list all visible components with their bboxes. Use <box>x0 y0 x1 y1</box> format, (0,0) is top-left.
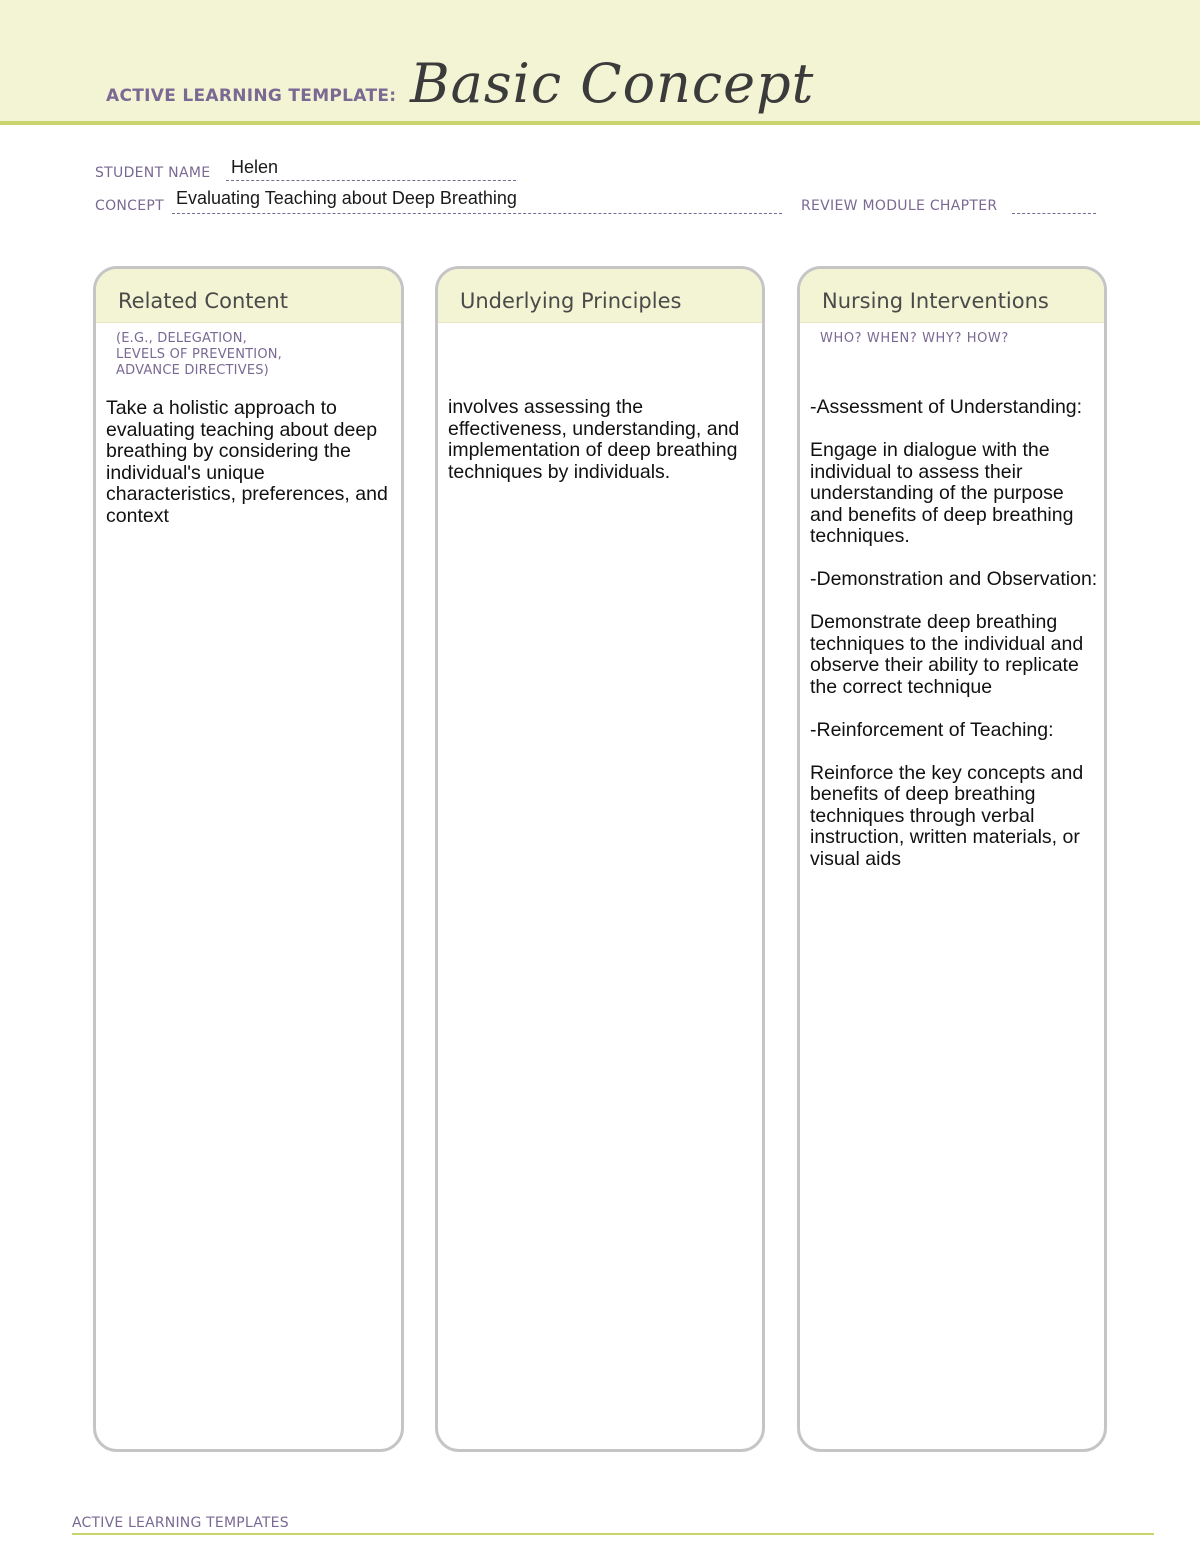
related-content-subtitle <box>116 331 282 379</box>
paragraph: Demonstrate deep breathing techniques to the individual and observe their ability to replicate the correct technique <box>810 611 1084 698</box>
concept-label: CONCEPT <box>95 198 164 214</box>
paragraph: -Assessment of Understanding: <box>810 396 1083 418</box>
subtitle-line: WHO? WHEN? WHY? HOW? <box>820 331 1009 346</box>
concept-line <box>172 213 782 214</box>
footer-divider <box>72 1533 1154 1535</box>
subtitle-line: LEVELS OF PREVENTION, <box>116 347 283 362</box>
paragraph: Reinforce the key concepts and benefits of deep breathing techniques through verbal instruction, written materials, or visual aids <box>810 761 1084 870</box>
review-module-label: REVIEW MODULE CHAPTER <box>801 198 998 214</box>
subtitle-line: ADVANCE DIRECTIVES) <box>116 363 269 378</box>
nursing-interventions-subtitle <box>820 331 1009 347</box>
concept-field[interactable]: Evaluating Teaching about Deep Breathing <box>176 188 517 208</box>
related-content-text[interactable] <box>106 398 391 527</box>
subtitle-line: (E.G., DELEGATION, <box>116 331 247 346</box>
review-module-line <box>1012 213 1096 214</box>
student-name-label: STUDENT NAME <box>95 165 211 181</box>
header-divider <box>0 121 1200 125</box>
related-content-card <box>93 266 404 1452</box>
paragraph: Take a holistic approach to evaluating teaching about deep breathing by considering the individual's unique characteristics, preferences, and context <box>106 397 388 527</box>
paragraph: -Demonstration and Observation: <box>810 568 1098 590</box>
paragraph: Engage in dialogue with the individual to assess their understanding of the purpose and benefits of deep breathing techniques. <box>810 439 1074 547</box>
paragraph: involves assessing the effectiveness, understanding, and implementation of deep breathing techniques by individuals. <box>448 396 740 483</box>
nursing-interventions-title: Nursing Interventions <box>822 289 1049 313</box>
underlying-principles-text[interactable] <box>448 397 752 483</box>
footer-label: ACTIVE LEARNING TEMPLATES <box>72 1515 289 1531</box>
underlying-principles-title: Underlying Principles <box>460 289 682 313</box>
nursing-interventions-text[interactable] <box>810 397 1098 870</box>
student-name-line <box>226 180 516 181</box>
paragraph: -Reinforcement of Teaching: <box>810 718 1054 741</box>
page-title: Basic Concept <box>410 52 815 115</box>
template-label: ACTIVE LEARNING TEMPLATE: <box>106 86 397 106</box>
nursing-interventions-card <box>797 266 1107 1452</box>
student-name-field[interactable]: Helen <box>231 157 279 177</box>
underlying-principles-card <box>435 266 765 1452</box>
related-content-title: Related Content <box>118 289 288 313</box>
